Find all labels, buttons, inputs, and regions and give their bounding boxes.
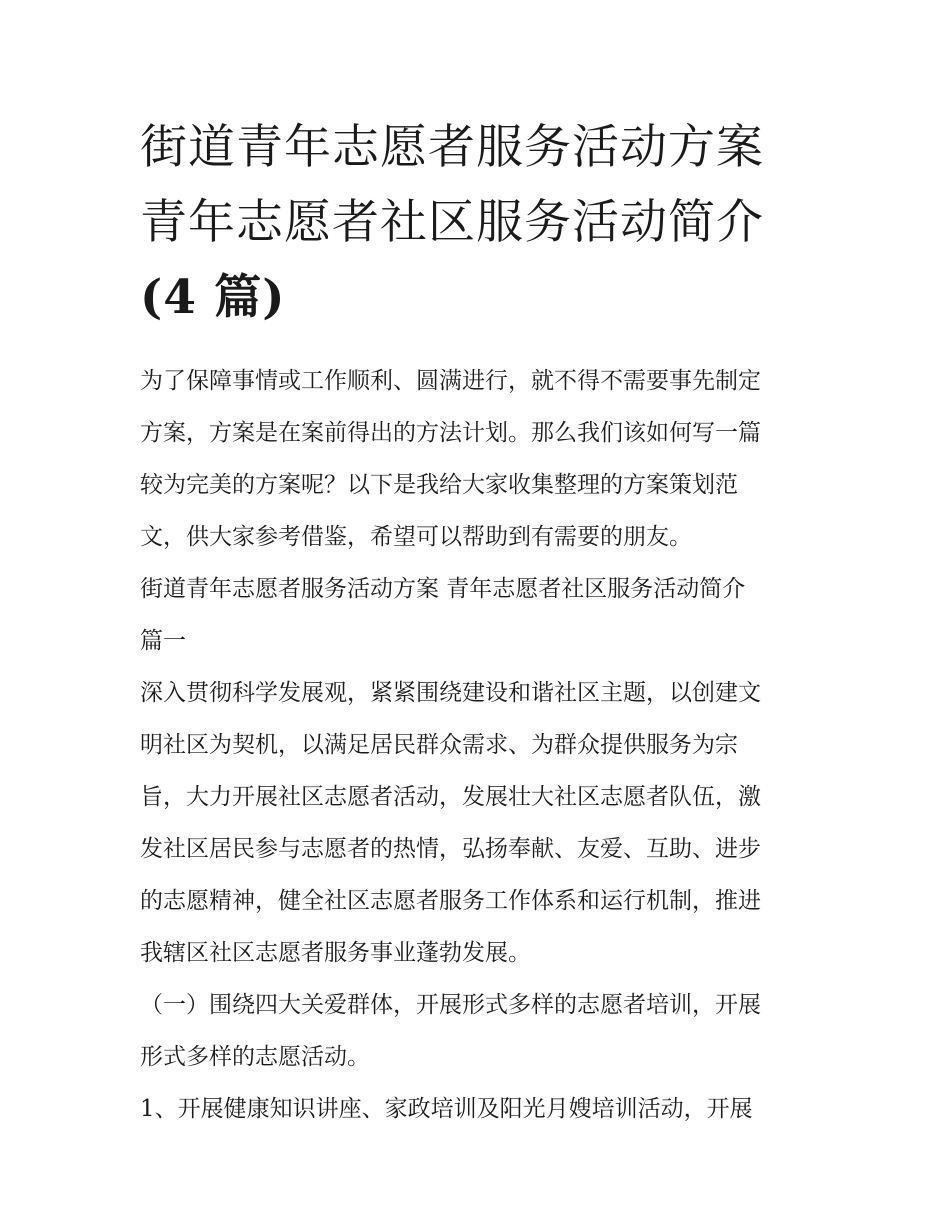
title-line-3: (4 篇) bbox=[140, 270, 286, 325]
document-title bbox=[140, 110, 820, 335]
body-line: 我辖区社区志愿者服务事业蓬勃发展。 bbox=[140, 940, 531, 966]
document-body bbox=[140, 355, 820, 1135]
section-heading-line: 篇一 bbox=[140, 628, 186, 654]
title-line-2: 青年志愿者社区服务活动简介 bbox=[140, 195, 764, 250]
body-line: 文，供大家参考借鉴，希望可以帮助到有需要的朋友。 bbox=[140, 524, 692, 550]
body-line: 明社区为契机，以满足居民群众需求、为群众提供服务为宗 bbox=[140, 732, 738, 758]
body-line: 较为完美的方案呢？以下是我给大家收集整理的方案策划范 bbox=[140, 472, 738, 498]
body-line: 的志愿精神，健全社区志愿者服务工作体系和运行机制，推进 bbox=[140, 888, 761, 914]
document-page bbox=[140, 110, 820, 1135]
body-line: 发社区居民参与志愿者的热情，弘扬奉献、友爱、互助、进步 bbox=[140, 836, 761, 862]
body-line: 深入贯彻科学发展观，紧紧围绕建设和谐社区主题，以创建文 bbox=[140, 680, 761, 706]
body-line: （一）围绕四大关爱群体，开展形式多样的志愿者培训，开展 bbox=[140, 992, 761, 1018]
body-line: 1、开展健康知识讲座、家政培训及阳光月嫂培训活动，开展 bbox=[140, 1096, 753, 1122]
body-line: 方案，方案是在案前得出的方法计划。那么我们该如何写一篇 bbox=[140, 420, 761, 446]
section-heading-line: 街道青年志愿者服务活动方案 青年志愿者社区服务活动简介 bbox=[140, 576, 746, 602]
body-line: 形式多样的志愿活动。 bbox=[140, 1044, 370, 1070]
body-line: 旨，大力开展社区志愿者活动，发展壮大社区志愿者队伍，激 bbox=[140, 784, 761, 810]
body-line: 为了保障事情或工作顺利、圆满进行，就不得不需要事先制定 bbox=[140, 368, 761, 394]
title-line-1: 街道青年志愿者服务活动方案 bbox=[140, 120, 764, 175]
